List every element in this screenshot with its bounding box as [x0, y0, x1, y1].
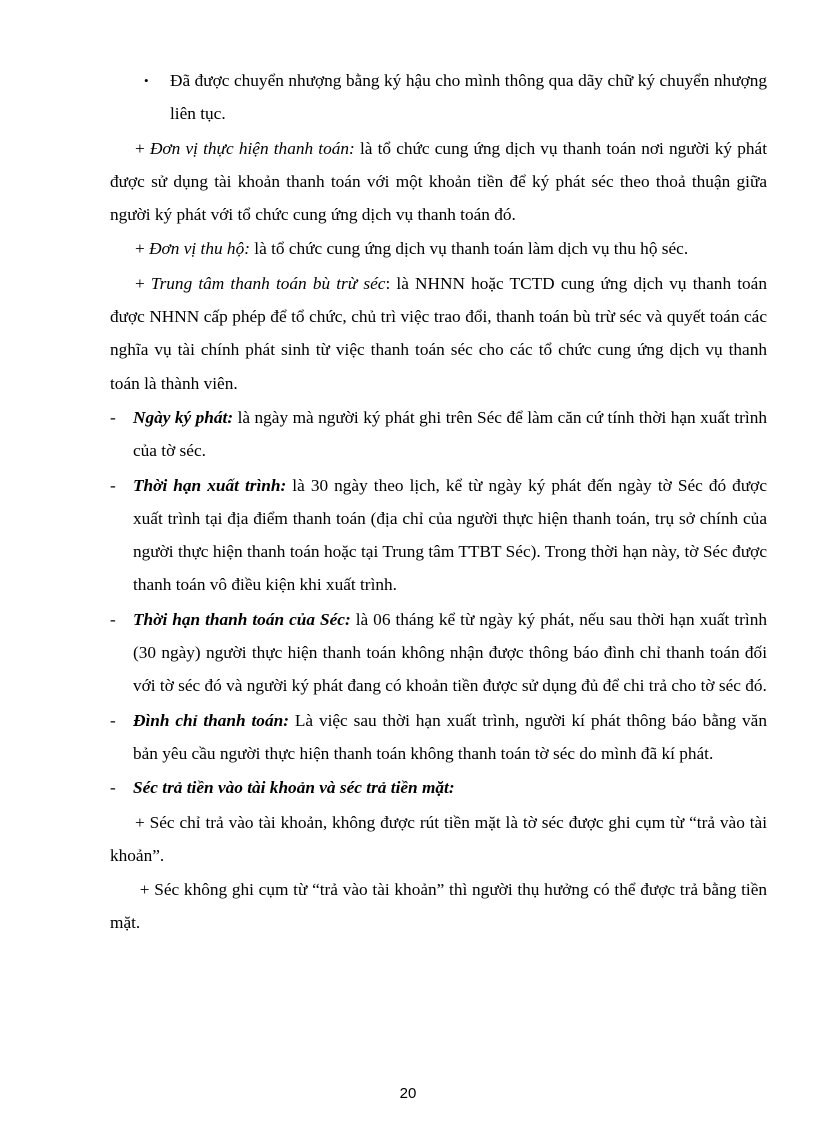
term-clearing-center: Trung tâm thanh toán bù trừ séc [150, 273, 386, 293]
term-payment-unit: Đơn vị thực hiện thanh toán: [149, 138, 355, 158]
term-issue-date: Ngày ký phát: [133, 407, 234, 427]
term-presentation-period: Thời hạn xuất trình: [133, 475, 287, 495]
page-number: 20 [399, 1085, 417, 1102]
definition-text: là ngày mà người ký phát ghi trên Séc để làm căn cứ tính thời hạn xuất trình của tờ séc. [133, 407, 767, 461]
paragraph-collecting-unit [110, 232, 767, 265]
paragraph-prefix: + [135, 138, 150, 158]
paragraph-account-cheque: + Séc chỉ trả vào tài khoản, không được rút tiền mặt là tờ séc được ghi cụm từ “trả vào tài khoản”. [110, 812, 767, 865]
term-collecting-unit: Đơn vị thu hộ: [149, 239, 250, 259]
definition-text: là tổ chức cung ứng dịch vụ thanh toán nơi người ký phát được sử dụng tài khoản thanh toán với một khoản tiền để ký phát séc theo thoả thuận giữa người ký phát với tổ chức cung ứng dịch vụ thanh toán đó. [110, 138, 767, 225]
paragraph-clearing-center [110, 267, 767, 400]
definition-text: là tổ chức cung ứng dịch vụ thanh toán làm dịch vụ thu hộ séc. [249, 239, 689, 259]
term-stop-payment: Đình chỉ thanh toán: [133, 710, 289, 730]
definition-stop-payment [110, 704, 767, 771]
definition-issue-date [110, 401, 767, 468]
page-body [110, 64, 772, 940]
bullet-icon: • [144, 73, 149, 88]
dash-marker: - [110, 609, 116, 629]
definition-text: là 30 ngày theo lịch, kể từ ngày ký phát đến ngày tờ Séc đó được xuất trình tại địa điểm thanh toán (địa chỉ của người thực hiện thanh toán, trụ sở chính của người thực hiện thanh toán hoặc tại Trung tâm TTBT Séc). Trong thời hạn này, tờ Séc được thanh toán vô điều kiện khi xuất trình. [133, 475, 767, 595]
definition-text: : là NHNN hoặc TCTD cung ứng dịch vụ thanh toán được NHNN cấp phép để tổ chức, chủ trì việc trao đổi, thanh toán bù trừ séc và quyết toán các nghĩa vụ tài chính phát sinh từ việc thanh toán séc cho các tổ chức cung ứng dịch vụ thanh toán là thành viên. [110, 273, 767, 393]
bullet-item [110, 64, 767, 131]
dash-marker: - [110, 407, 116, 427]
bullet-text: Đã được chuyển nhượng bằng ký hậu cho mình thông qua dãy chữ ký chuyển nhượng liên tục. [170, 71, 767, 124]
term-payment-period: Thời hạn thanh toán của Séc: [133, 609, 351, 629]
dash-marker: - [110, 710, 116, 730]
paragraph-payment-unit [110, 132, 767, 232]
definition-cheque-types [110, 771, 767, 804]
paragraph-cash-cheque: + Séc không ghi cụm từ “trả vào tài khoản” thì người thụ hưởng có thể được trả bằng tiền mặt. [110, 880, 772, 933]
definition-payment-period [110, 603, 767, 703]
definition-presentation-period [110, 469, 767, 602]
dash-marker: - [110, 475, 116, 495]
paragraph-prefix: + [135, 239, 150, 259]
definition-text: là 06 tháng kể từ ngày ký phát, nếu sau thời hạn xuất trình (30 ngày) người thực hiện thanh toán không nhận được thông báo đình chỉ thanh toán đối với tờ séc đó và người ký phát đang có khoản tiền được sử dụng đủ để chi trả cho tờ séc đó. [133, 609, 767, 696]
term-cheque-types: Séc trả tiền vào tài khoản và séc trả tiền mặt: [133, 778, 455, 798]
definition-text: Là việc sau thời hạn xuất trình, người kí phát thông báo bằng văn bản yêu cầu người thực hiện thanh toán không thanh toán tờ séc do mình đã kí phát. [133, 710, 767, 763]
paragraph-prefix: + [135, 273, 151, 293]
dash-marker: - [110, 778, 116, 798]
